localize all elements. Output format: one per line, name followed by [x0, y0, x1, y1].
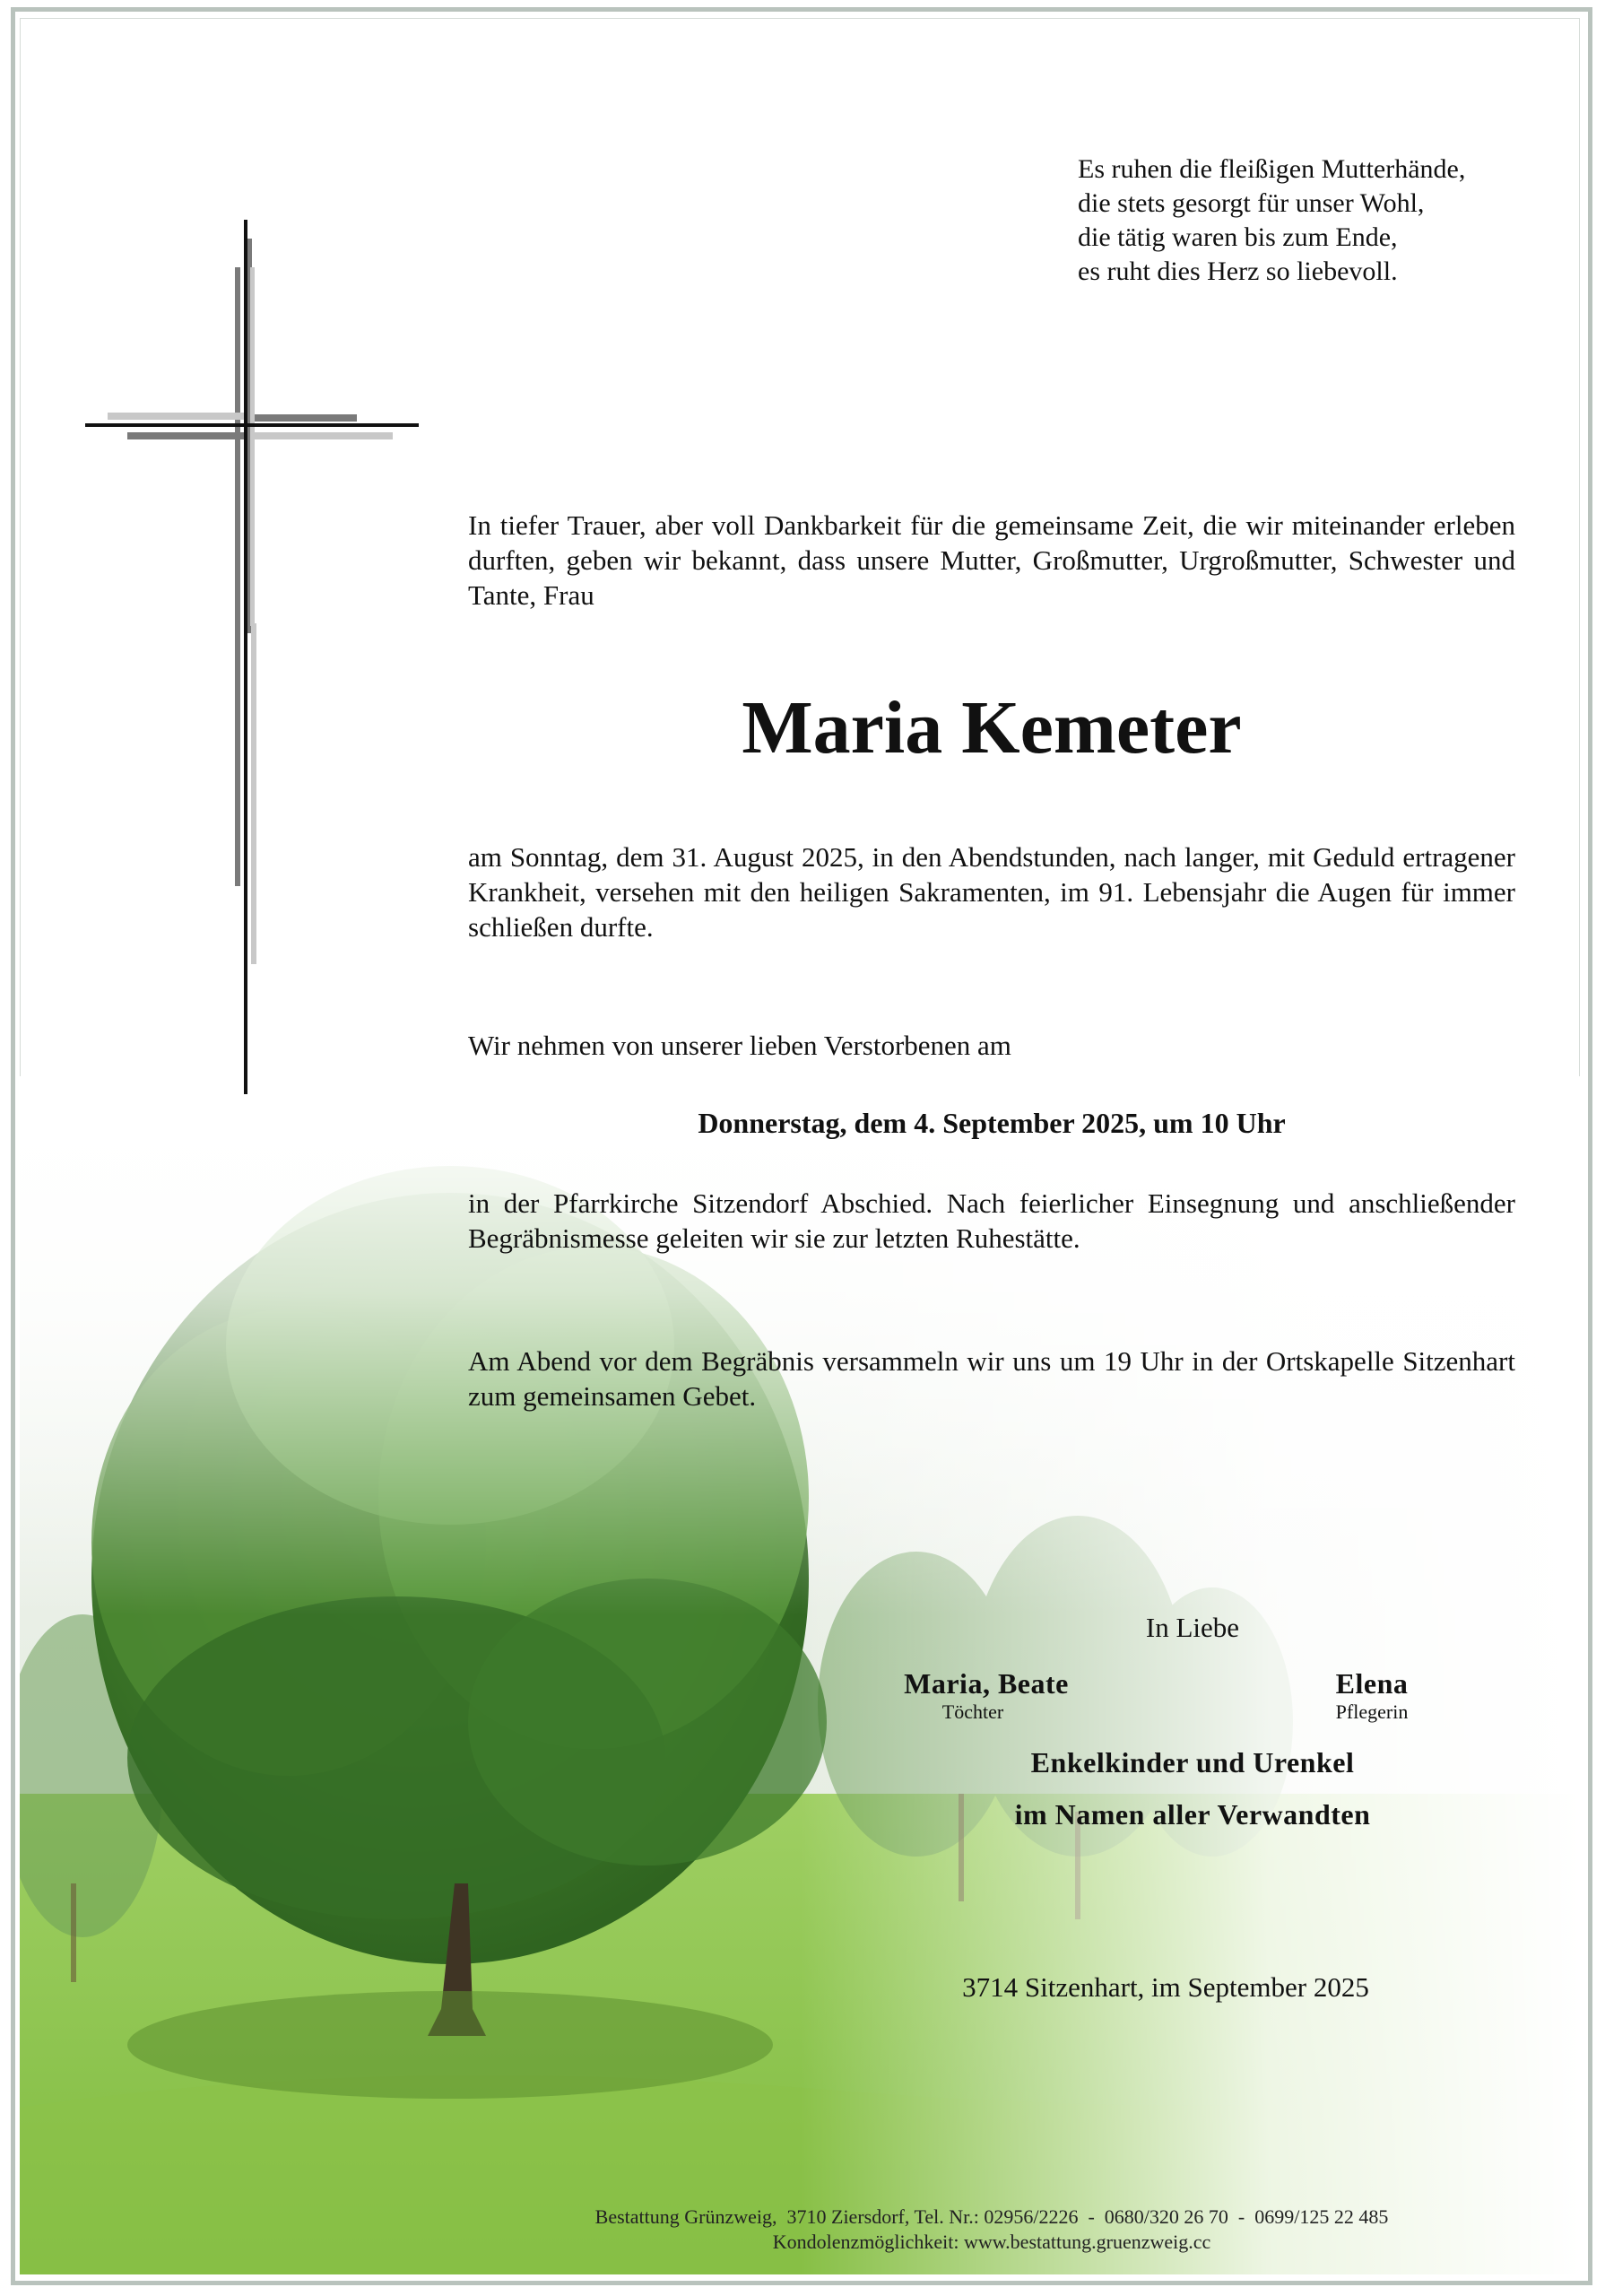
- verse-line: die stets gesorgt für unser Wohl,: [1078, 188, 1425, 218]
- footer-condolence: Kondolenzmöglichkeit: www.bestattung.gruenzweig.cc: [772, 2231, 1211, 2253]
- in-liebe: In Liebe: [1145, 1612, 1240, 1643]
- footer-company: Bestattung Grünzweig, 3710 Ziersdorf, Tel. Nr.: 02956/2226 - 0680/320 26 70 - 0699/125 22 485: [594, 2205, 1389, 2228]
- daughters-role: Töchter: [941, 1700, 1004, 1723]
- farewell-intro: Wir nehmen von unserer lieben Verstorbenen am: [468, 1030, 1011, 1061]
- caregiver-role: Pflegerin: [1335, 1700, 1409, 1723]
- verse-line: Es ruhen die fleißigen Mutterhände,: [1078, 154, 1466, 184]
- verse-line: es ruht dies Herz so liebevoll.: [1078, 257, 1398, 286]
- caregiver-name: Elena: [1335, 1667, 1409, 1700]
- funeral-paragraph: in der Pfarrkirche Sitzendorf Abschied. Nach feierlicher Einsegnung und anschließender Begräbnismesse geleiten wir sie zur letzten Ruhestätte.: [468, 1187, 1515, 1254]
- intro-paragraph: In tiefer Trauer, aber voll Dankbarkeit für die gemeinsame Zeit, die wir miteinander erleben durften, geben wir bekannt, dass unsere Mutter, Großmutter, Urgroßmutter, Schwester und Tante, Frau: [468, 509, 1515, 611]
- daughters-names: Maria, Beate: [904, 1667, 1069, 1700]
- grandchildren: Enkelkinder und Urenkel: [1030, 1746, 1355, 1779]
- cross-icon: [81, 215, 439, 1103]
- verse-line: die tätig waren bis zum Ende,: [1078, 222, 1398, 252]
- funeral-date: Donnerstag, dem 4. September 2025, um 10 Uhr: [698, 1107, 1286, 1139]
- verse-block: [1078, 152, 1580, 289]
- footer: [468, 2205, 1515, 2255]
- prayer-paragraph: Am Abend vor dem Begräbnis versammeln wir uns um 19 Uhr in der Ortskapelle Sitzenhart zum gemeinsamen Gebet.: [468, 1345, 1515, 1412]
- death-paragraph: am Sonntag, dem 31. August 2025, in den Abendstunden, nach langer, mit Geduld ertragener Krankheit, versehen mit den heiligen Sakramenten, im 91. Lebensjahr die Augen für immer schließen durfte.: [468, 841, 1515, 943]
- deceased-name: Maria Kemeter: [742, 686, 1242, 770]
- relatives: im Namen aller Verwandten: [1014, 1798, 1371, 1831]
- place-date: 3714 Sitzenhart, im September 2025: [962, 1971, 1369, 2003]
